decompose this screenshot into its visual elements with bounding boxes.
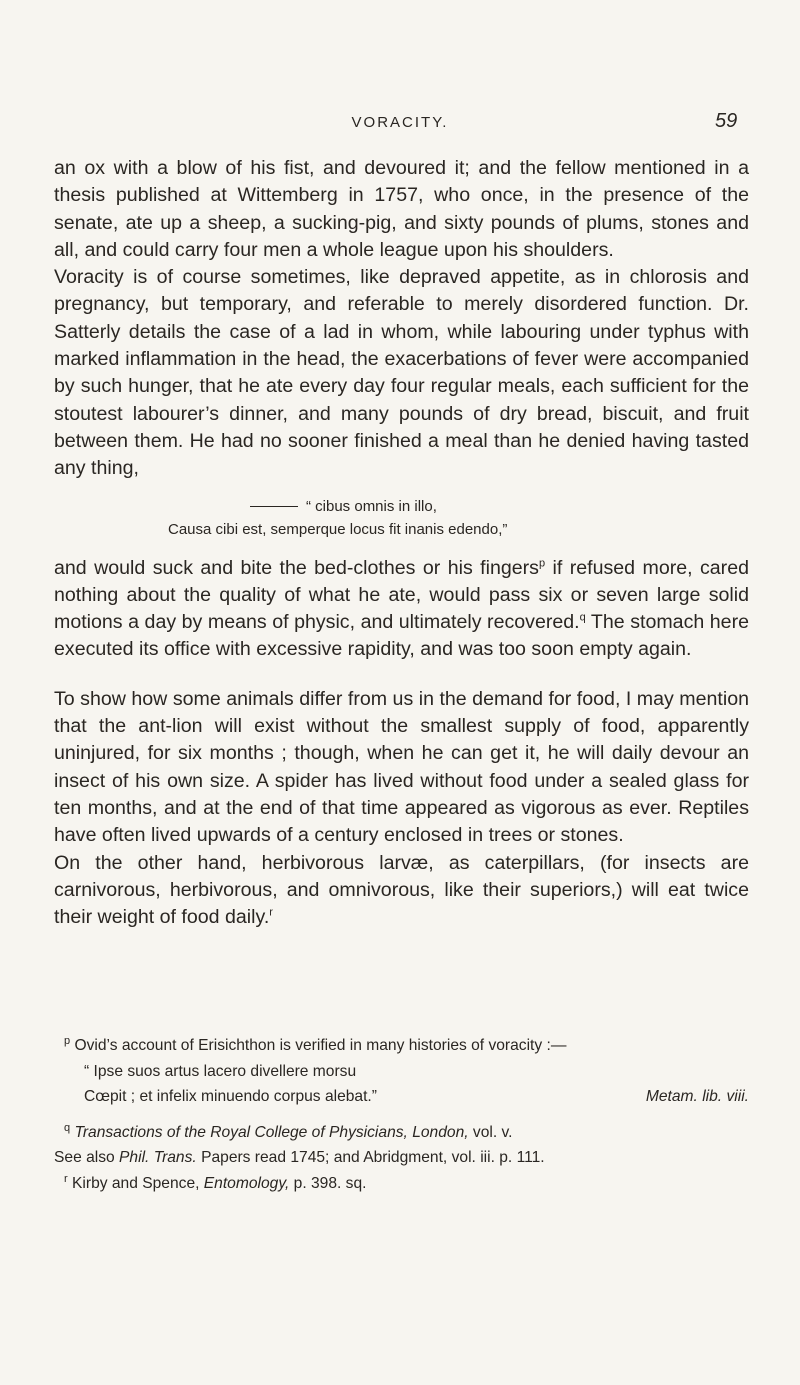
paragraph-4: To show how some animals differ from us in the demand for food, I may mention that the ant-lion will exist without the smallest supply of food, apparently uninjured, for six months ; though, when he can get it, he will daily devour an insect of his own size. A spider has lived without food under a sealed glass for ten months, and at the end of that time appeared as vigorous as ever. Reptiles have often lived upwards of a century enclosed in trees or stones. (54, 687, 749, 847)
footnote-q-line-2: See also Phil. Trans. Papers read 1745; and Abridgment, vol. iii. p. 111. (54, 1149, 545, 1166)
verse-line-1: “ cibus omnis in illo, (306, 497, 437, 515)
main-text (54, 155, 749, 931)
footnote-q: $^q$ Transactions of the Royal College of Physicians, London, vol. v. (64, 1121, 513, 1141)
footnote-r: $^r$ Kirby and Spence, Entomology, p. 398. sq. (64, 1172, 367, 1192)
dash-rule (250, 506, 298, 507)
latin-quotation (54, 495, 749, 541)
paragraph-5: On the other hand, herbivorous larvæ, as caterpillars, (for insects are carnivorous, herbivorous, and omnivorous, like their superiors,) will eat twice their weight of food daily.$^r$ (54, 851, 749, 929)
footnote-p-verse-1: “ Ipse suos artus lacero divellere morsu (84, 1062, 357, 1080)
running-title: VORACITY. (351, 114, 449, 131)
verse-line-2: Causa cibi est, semperque locus fit inanis edendo,” (168, 520, 508, 538)
paragraph-3: and would suck and bite the bed-clothes or his fingers$^p$ if refused more, cared nothing about the quality of what he ate, would pass six or seven large solid motions a day by means of physic, and ultimately recovered.$^q$ The stomach here executed its office with excessive rapidity, and was too soon empty again. (54, 556, 750, 661)
footnote-mark-r: r (269, 906, 273, 919)
page-number: 59 (715, 110, 738, 132)
footnote-mark-q: q (579, 611, 586, 624)
paragraph-1: an ox with a blow of his fist, and devoured it; and the fellow mentioned in a thesis published at Wittemberg in 1757, who once, in the presence of the senate, ate up a sheep, a sucking-pig, and sixty pounds of plums, stones and all, and could carry four men a whole league upon his shoulders. (54, 157, 749, 261)
footnote-p-source: Metam. lib. viii. (645, 1088, 749, 1105)
footnotes (54, 1033, 749, 1196)
footnote-p-verse-2: Cœpit ; et infelix minuendo corpus alebat.” Metam. lib. viii. (54, 1084, 749, 1110)
footnote-p: $^p$ Ovid’s account of Erisichthon is verified in many histories of voracity :— (64, 1034, 567, 1054)
paragraph-2: Voracity is of course sometimes, like depraved appetite, as in chlorosis and pregnancy, but temporary, and referable to merely disordered function. Dr. Satterly details the case of a lad in whom, while labouring under typhus with marked inflammation in the head, the exacerbations of fever were accompanied by such hunger, that he ate every day four regular meals, each sufficient for the stoutest labourer’s dinner, and many pounds of dry bread, biscuit, and fruit between them. He had no sooner finished a meal than he denied having tasted any thing, (54, 266, 749, 480)
footnote-mark-p: p (538, 557, 546, 570)
